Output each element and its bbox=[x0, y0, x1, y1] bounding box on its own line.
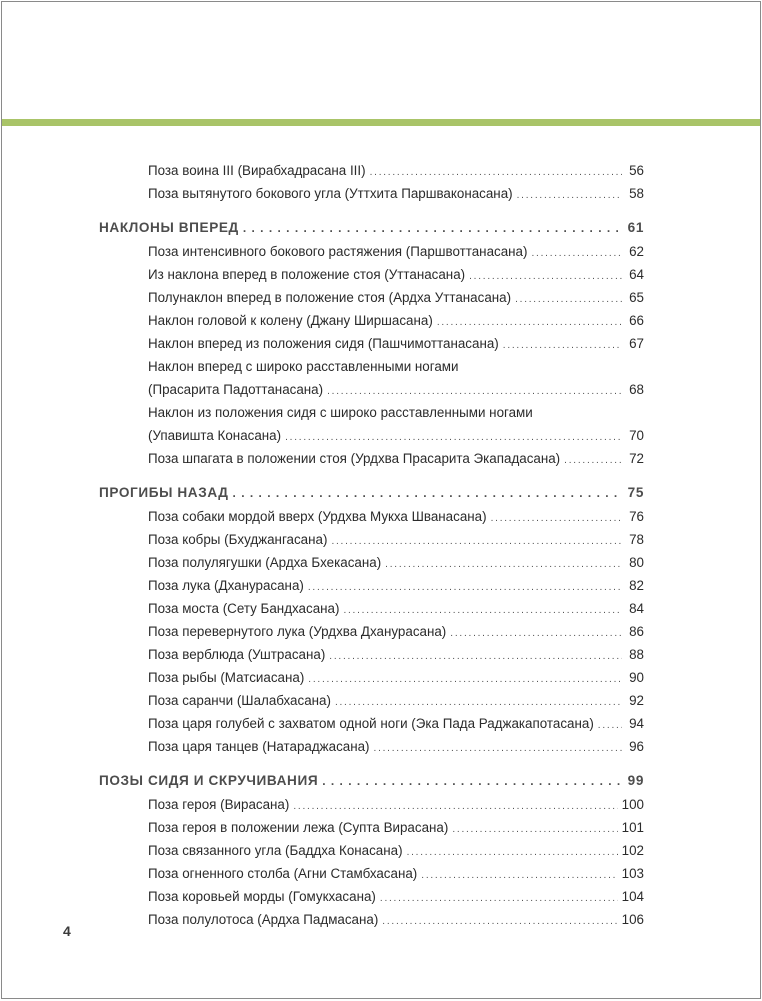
table-of-contents bbox=[99, 159, 644, 931]
dot-leader bbox=[308, 666, 622, 691]
entry-page-number: 88 bbox=[629, 647, 644, 662]
entry-page-number: 68 bbox=[629, 382, 644, 397]
toc-entry[interactable] bbox=[99, 793, 644, 816]
toc-entry[interactable] bbox=[99, 666, 644, 689]
dot-leader bbox=[331, 528, 622, 553]
entry-page-number: 78 bbox=[629, 532, 644, 547]
toc-entry[interactable] bbox=[99, 620, 644, 643]
entry-title: Поза героя в положении лежа (Супта Вирасана) bbox=[148, 820, 449, 835]
entry-page-number: 70 bbox=[629, 428, 644, 443]
entry-title: Поза кобры (Бхуджангасана) bbox=[148, 532, 328, 547]
section-page-number: 75 bbox=[627, 485, 644, 500]
entry-page-number: 80 bbox=[629, 555, 644, 570]
entry-title: Поза моста (Сету Бандхасана) bbox=[148, 601, 340, 616]
entry-title: Поза лука (Дханурасана) bbox=[148, 578, 304, 593]
entry-title: Поза полулягушки (Ардха Бхекасана) bbox=[148, 555, 382, 570]
dot-leader bbox=[382, 908, 617, 933]
entry-title: Поза рыбы (Матсиасана) bbox=[148, 670, 305, 685]
entry-title: Поза царя танцев (Натараджасана) bbox=[148, 739, 370, 754]
entry-title: Полунаклон вперед в положение стоя (Ардха Уттанасана) bbox=[148, 290, 512, 305]
entry-title: Из наклона вперед в положение стоя (Уттанасана) bbox=[148, 267, 466, 282]
toc-entry[interactable] bbox=[99, 401, 644, 424]
dot-leader bbox=[437, 309, 622, 334]
entry-page-number: 100 bbox=[621, 797, 644, 812]
toc-entry[interactable] bbox=[99, 574, 644, 597]
entry-page-number: 94 bbox=[629, 716, 644, 731]
entry-title-continuation: (Упавишта Конасана) bbox=[148, 428, 282, 443]
dot-leader bbox=[380, 885, 618, 910]
dot-leader bbox=[491, 505, 622, 530]
entry-title: Поза огненного столба (Агни Стамбхасана) bbox=[148, 866, 418, 881]
section-page-number: 61 bbox=[627, 220, 644, 235]
entry-title: Поза коровьей морды (Гомукхасана) bbox=[148, 889, 376, 904]
toc-entry[interactable] bbox=[99, 182, 644, 205]
toc-entry[interactable] bbox=[99, 885, 644, 908]
dot-leader bbox=[450, 620, 622, 645]
toc-entry[interactable] bbox=[99, 839, 644, 862]
entry-page-number: 92 bbox=[629, 693, 644, 708]
dot-leader bbox=[503, 332, 622, 357]
entry-page-number: 86 bbox=[629, 624, 644, 639]
entry-title: Поза собаки мордой вверх (Урдхва Мукха Шванасана) bbox=[148, 509, 487, 524]
entry-title: Поза саранчи (Шалабхасана) bbox=[148, 693, 331, 708]
dot-leader bbox=[517, 182, 622, 207]
dot-leader bbox=[421, 862, 617, 887]
toc-entry[interactable] bbox=[99, 505, 644, 528]
toc-entry[interactable] bbox=[99, 309, 644, 332]
toc-entry[interactable] bbox=[99, 332, 644, 355]
entry-title: Наклон вперед с широко расставленными ногами bbox=[148, 359, 459, 374]
book-page bbox=[1, 1, 761, 999]
toc-entry[interactable] bbox=[99, 862, 644, 885]
entry-title: Поза полулотоса (Ардха Падмасана) bbox=[148, 912, 379, 927]
entry-title: Поза перевернутого лука (Урдхва Дханурасана) bbox=[148, 624, 447, 639]
toc-entry[interactable] bbox=[99, 263, 644, 286]
dot-leader bbox=[515, 286, 622, 311]
entry-title: Наклон головой к колену (Джану Ширшасана) bbox=[148, 313, 433, 328]
entry-title: Наклон вперед из положения сидя (Пашчимоттанасана) bbox=[148, 336, 499, 351]
entry-page-number: 90 bbox=[629, 670, 644, 685]
section-title: ПОЗЫ СИДЯ И СКРУЧИВАНИЯ bbox=[99, 773, 319, 788]
entry-page-number: 66 bbox=[629, 313, 644, 328]
entry-title: Поза царя голубей с захватом одной ноги (Эка Пада Раджакапотасана) bbox=[148, 716, 594, 731]
toc-entry[interactable] bbox=[99, 689, 644, 712]
dot-leader bbox=[531, 240, 622, 265]
entry-page-number: 96 bbox=[629, 739, 644, 754]
dot-leader bbox=[233, 481, 622, 505]
toc-entry[interactable] bbox=[99, 159, 644, 182]
dot-leader bbox=[285, 424, 622, 449]
entry-title: Поза связанного угла (Баддха Конасана) bbox=[148, 843, 403, 858]
dot-leader bbox=[243, 216, 622, 240]
entry-page-number: 104 bbox=[621, 889, 644, 904]
dot-leader bbox=[293, 793, 617, 818]
section-title: ПРОГИБЫ НАЗАД bbox=[99, 485, 229, 500]
dot-leader bbox=[385, 551, 622, 576]
toc-section-heading[interactable] bbox=[99, 769, 644, 793]
section-page-number: 99 bbox=[627, 773, 644, 788]
dot-leader bbox=[308, 574, 622, 599]
toc-entry-continuation[interactable] bbox=[99, 424, 644, 447]
entry-page-number: 82 bbox=[629, 578, 644, 593]
dot-leader bbox=[598, 712, 622, 737]
toc-entry[interactable] bbox=[99, 286, 644, 309]
entry-page-number: 67 bbox=[629, 336, 644, 351]
toc-entry[interactable] bbox=[99, 551, 644, 574]
entry-page-number: 76 bbox=[629, 509, 644, 524]
dot-leader bbox=[407, 839, 618, 864]
entry-page-number: 106 bbox=[621, 912, 644, 927]
entry-page-number: 103 bbox=[621, 866, 644, 881]
entry-page-number: 84 bbox=[629, 601, 644, 616]
toc-entry[interactable] bbox=[99, 447, 644, 470]
toc-entry[interactable] bbox=[99, 816, 644, 839]
entry-title: Поза героя (Вирасана) bbox=[148, 797, 290, 812]
dot-leader bbox=[327, 378, 622, 403]
entry-title: Наклон из положения сидя с широко расставленными ногами bbox=[148, 405, 533, 420]
entry-title: Поза воина III (Вирабхадрасана III) bbox=[148, 163, 366, 178]
toc-entry-continuation[interactable] bbox=[99, 378, 644, 401]
toc-entry[interactable] bbox=[99, 908, 644, 931]
entry-title-continuation: (Прасарита Падоттанасана) bbox=[148, 382, 324, 397]
page-number: 4 bbox=[63, 923, 71, 939]
entry-page-number: 101 bbox=[621, 820, 644, 835]
toc-entry[interactable] bbox=[99, 528, 644, 551]
toc-entry[interactable] bbox=[99, 240, 644, 263]
toc-entry[interactable] bbox=[99, 712, 644, 735]
dot-leader bbox=[322, 769, 622, 793]
entry-title: Поза шпагата в положении стоя (Урдхва Прасарита Экападасана) bbox=[148, 451, 561, 466]
toc-entry[interactable] bbox=[99, 355, 644, 378]
entry-page-number: 58 bbox=[629, 186, 644, 201]
dot-leader bbox=[335, 689, 622, 714]
entry-title: Поза вытянутого бокового угла (Уттхита Паршваконасана) bbox=[148, 186, 513, 201]
toc-section-heading[interactable] bbox=[99, 481, 644, 505]
entry-page-number: 65 bbox=[629, 290, 644, 305]
toc-entry[interactable] bbox=[99, 597, 644, 620]
dot-leader bbox=[469, 263, 622, 288]
accent-bar bbox=[2, 119, 760, 126]
dot-leader bbox=[452, 816, 617, 841]
entry-title: Поза интенсивного бокового растяжения (Паршвоттанасана) bbox=[148, 244, 528, 259]
toc-entry[interactable] bbox=[99, 643, 644, 666]
dot-leader bbox=[374, 735, 622, 760]
entry-title: Поза верблюда (Уштрасана) bbox=[148, 647, 326, 662]
entry-page-number: 56 bbox=[629, 163, 644, 178]
entry-page-number: 62 bbox=[629, 244, 644, 259]
section-title: НАКЛОНЫ ВПЕРЕД bbox=[99, 220, 239, 235]
dot-leader bbox=[564, 447, 622, 472]
entry-page-number: 102 bbox=[621, 843, 644, 858]
entry-page-number: 72 bbox=[629, 451, 644, 466]
toc-section-heading[interactable] bbox=[99, 216, 644, 240]
dot-leader bbox=[343, 597, 622, 622]
dot-leader bbox=[329, 643, 622, 668]
entry-page-number: 64 bbox=[629, 267, 644, 282]
toc-entry[interactable] bbox=[99, 735, 644, 758]
dot-leader bbox=[370, 159, 622, 184]
